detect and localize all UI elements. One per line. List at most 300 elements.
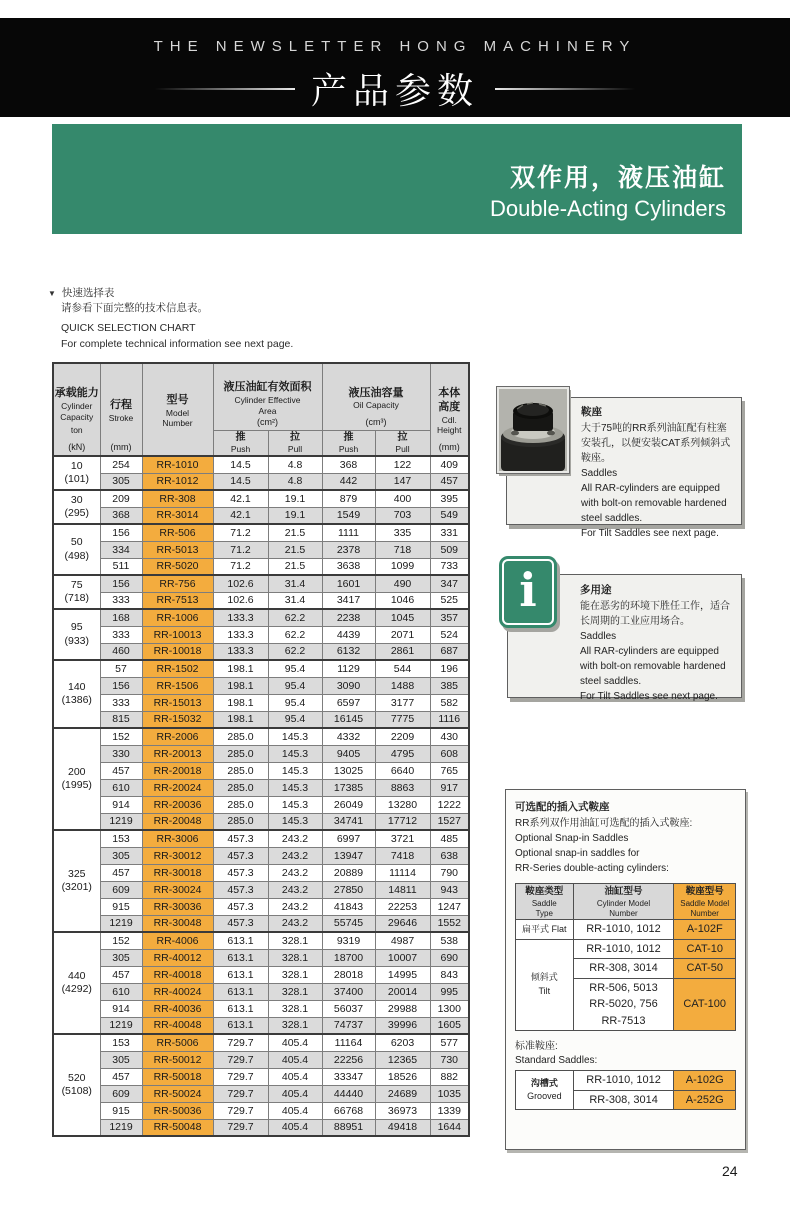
- info-title-en: Saddles: [580, 630, 617, 642]
- height-cell: 196: [430, 660, 469, 677]
- height-cell: 882: [430, 1068, 469, 1085]
- pull-oil-cell: 29988: [375, 1000, 430, 1017]
- pull-oil-cell: 22253: [375, 898, 430, 915]
- push-area-cell: 14.5: [213, 473, 268, 490]
- model-cell: RR-4006: [142, 932, 213, 949]
- model-cell: RR-1506: [142, 677, 213, 694]
- model-cell: RR-3006: [142, 830, 213, 847]
- info-text-zh-2: 长周期的工业应用场合。: [580, 615, 690, 627]
- push-oil-cell: 55745: [322, 915, 375, 932]
- stroke-cell: 457: [100, 966, 142, 983]
- pull-area-cell: 405.4: [268, 1102, 322, 1119]
- table-row: [516, 920, 736, 940]
- pull-area-cell: 405.4: [268, 1051, 322, 1068]
- pull-oil-cell: 2861: [375, 643, 430, 660]
- push-oil-cell: 6597: [322, 694, 375, 711]
- stroke-cell: 1219: [100, 813, 142, 830]
- table-row: [53, 915, 469, 932]
- info-icon: i: [499, 556, 557, 628]
- height-cell: 1116: [430, 711, 469, 728]
- stroke-cell: 914: [100, 796, 142, 813]
- model-cell: RR-1010: [142, 456, 213, 473]
- push-oil-cell: 44440: [322, 1085, 375, 1102]
- pull-oil-cell: 11114: [375, 864, 430, 881]
- stroke-cell: 209: [100, 490, 142, 507]
- height-cell: 765: [430, 762, 469, 779]
- standard-saddles-title-en: Standard Saddles:: [515, 1055, 598, 1067]
- model-cell: RR-40036: [142, 1000, 213, 1017]
- pull-area-cell: 328.1: [268, 1000, 322, 1017]
- pull-area-cell: 243.2: [268, 915, 322, 932]
- push-oil-cell: 1601: [322, 575, 375, 592]
- stroke-cell: 610: [100, 779, 142, 796]
- model-cell: RR-756: [142, 575, 213, 592]
- info-text-zh-1: 能在恶劣的环境下胜任工作，适合: [580, 600, 730, 612]
- info-text-en-4: For Tilt Saddles see next page.: [580, 690, 718, 702]
- push-area-cell: 729.7: [213, 1068, 268, 1085]
- pull-area-cell: 145.3: [268, 745, 322, 762]
- pull-area-cell: 243.2: [268, 847, 322, 864]
- pull-oil-cell: 39996: [375, 1017, 430, 1034]
- subheader-push-area: 推 Push: [213, 430, 268, 456]
- push-oil-cell: 3090: [322, 677, 375, 694]
- height-cell: 509: [430, 541, 469, 558]
- table-row: [53, 490, 469, 507]
- table-row: [53, 779, 469, 796]
- masthead: [0, 18, 790, 117]
- pull-area-cell: 405.4: [268, 1034, 322, 1051]
- pull-oil-cell: 3177: [375, 694, 430, 711]
- push-area-cell: 198.1: [213, 677, 268, 694]
- table-row: [53, 1051, 469, 1068]
- push-oil-cell: 11164: [322, 1034, 375, 1051]
- stroke-cell: 511: [100, 558, 142, 575]
- table-row: [53, 558, 469, 575]
- pull-area-cell: 405.4: [268, 1068, 322, 1085]
- info-title-zh: 多用途: [580, 584, 612, 596]
- quick-selection-table: [52, 362, 470, 1137]
- saddle-type-cell: 倾斜式 Tilt: [516, 939, 574, 1031]
- height-cell: 331: [430, 524, 469, 541]
- pull-oil-cell: 4795: [375, 745, 430, 762]
- model-cell: RR-308: [142, 490, 213, 507]
- saddle-model-cell: A-102G: [674, 1071, 736, 1091]
- model-cell: RR-15032: [142, 711, 213, 728]
- model-cell: RR-20036: [142, 796, 213, 813]
- push-oil-cell: 368: [322, 456, 375, 473]
- push-area-cell: 285.0: [213, 779, 268, 796]
- cylinder-model-cell: RR-308, 3014: [573, 1090, 674, 1110]
- push-area-cell: 285.0: [213, 728, 268, 745]
- stroke-cell: 153: [100, 1034, 142, 1051]
- model-cell: RR-50048: [142, 1119, 213, 1136]
- capacity-cell: 520 (5108): [53, 1034, 100, 1136]
- height-cell: 1527: [430, 813, 469, 830]
- push-area-cell: 285.0: [213, 745, 268, 762]
- model-cell: RR-40048: [142, 1017, 213, 1034]
- cylinder-model-cell: RR-308, 3014: [573, 959, 674, 979]
- table-row: [53, 677, 469, 694]
- snap-title-en: Optional Snap-in Saddles: [515, 832, 629, 844]
- height-cell: 582: [430, 694, 469, 711]
- model-cell: RR-10013: [142, 626, 213, 643]
- push-oil-cell: 4439: [322, 626, 375, 643]
- table-row: [53, 847, 469, 864]
- stroke-cell: 57: [100, 660, 142, 677]
- push-area-cell: 457.3: [213, 881, 268, 898]
- pull-oil-cell: 6640: [375, 762, 430, 779]
- push-oil-cell: 26049: [322, 796, 375, 813]
- table-row: [53, 966, 469, 983]
- height-cell: 577: [430, 1034, 469, 1051]
- height-cell: 687: [430, 643, 469, 660]
- saddle-model-cell: A-252G: [674, 1090, 736, 1110]
- info-text-en-2: with bolt-on removable hardened: [580, 660, 726, 672]
- push-area-cell: 102.6: [213, 575, 268, 592]
- height-cell: 790: [430, 864, 469, 881]
- push-area-cell: 198.1: [213, 660, 268, 677]
- height-cell: 485: [430, 830, 469, 847]
- pull-area-cell: 4.8: [268, 473, 322, 490]
- push-area-cell: 133.3: [213, 643, 268, 660]
- table-row: [53, 728, 469, 745]
- intro-line-en: For complete technical information see next page.: [61, 337, 294, 350]
- height-cell: 943: [430, 881, 469, 898]
- pull-oil-cell: 29646: [375, 915, 430, 932]
- push-area-cell: 729.7: [213, 1085, 268, 1102]
- pull-oil-cell: 13280: [375, 796, 430, 813]
- push-area-cell: 613.1: [213, 1017, 268, 1034]
- pull-oil-cell: 147: [375, 473, 430, 490]
- pull-oil-cell: 2071: [375, 626, 430, 643]
- height-cell: 385: [430, 677, 469, 694]
- pull-oil-cell: 4987: [375, 932, 430, 949]
- push-oil-cell: 9319: [322, 932, 375, 949]
- push-area-cell: 14.5: [213, 456, 268, 473]
- saddle-type-cell: 沟槽式 Grooved: [516, 1071, 574, 1110]
- stroke-cell: 914: [100, 1000, 142, 1017]
- height-cell: 1552: [430, 915, 469, 932]
- table-row: [516, 939, 736, 959]
- stroke-cell: 305: [100, 473, 142, 490]
- stroke-cell: 305: [100, 949, 142, 966]
- snap-line-en-1: Optional snap-in saddles for: [515, 847, 640, 859]
- snap-line-en-2: RR-Series double-acting cylinders:: [515, 862, 669, 874]
- pull-area-cell: 19.1: [268, 507, 322, 524]
- saddles-text-en-1: All RAR-cylinders are equipped: [581, 482, 720, 494]
- height-cell: 409: [430, 456, 469, 473]
- push-oil-cell: 13025: [322, 762, 375, 779]
- table-row: [53, 1068, 469, 1085]
- table-row: [53, 1119, 469, 1136]
- intro-block: [48, 286, 293, 352]
- pull-oil-cell: 10007: [375, 949, 430, 966]
- height-cell: 430: [430, 728, 469, 745]
- pull-oil-cell: 20014: [375, 983, 430, 1000]
- push-oil-cell: 66768: [322, 1102, 375, 1119]
- model-cell: RR-30036: [142, 898, 213, 915]
- push-area-cell: 457.3: [213, 864, 268, 881]
- pull-oil-cell: 17712: [375, 813, 430, 830]
- stroke-cell: 1219: [100, 1017, 142, 1034]
- pull-area-cell: 328.1: [268, 1017, 322, 1034]
- pull-area-cell: 328.1: [268, 966, 322, 983]
- push-area-cell: 729.7: [213, 1102, 268, 1119]
- stroke-cell: 156: [100, 524, 142, 541]
- table-row: [53, 983, 469, 1000]
- table-row: [53, 1085, 469, 1102]
- capacity-cell: 30 (295): [53, 490, 100, 524]
- height-cell: 995: [430, 983, 469, 1000]
- push-oil-cell: 13947: [322, 847, 375, 864]
- pull-area-cell: 21.5: [268, 541, 322, 558]
- saddles-text-en-3: steel saddles.: [581, 512, 643, 524]
- pull-oil-cell: 400: [375, 490, 430, 507]
- section-banner: [52, 124, 742, 234]
- pull-area-cell: 243.2: [268, 898, 322, 915]
- model-cell: RR-2006: [142, 728, 213, 745]
- page-number: 24: [722, 1163, 738, 1179]
- push-area-cell: 133.3: [213, 609, 268, 626]
- snap-header-saddle-model: 鞍座型号 Saddle Model Number: [674, 883, 736, 919]
- cylinder-model-cell: RR-506, 5013 RR-5020, 756 RR-7513: [573, 978, 674, 1031]
- table-row: [53, 881, 469, 898]
- pull-oil-cell: 1099: [375, 558, 430, 575]
- push-oil-cell: 6132: [322, 643, 375, 660]
- saddle-model-cell: CAT-10: [674, 939, 736, 959]
- model-cell: RR-30024: [142, 881, 213, 898]
- col-header-model: 型号 Model Number: [142, 363, 213, 456]
- push-oil-cell: 2238: [322, 609, 375, 626]
- pull-area-cell: 145.3: [268, 779, 322, 796]
- model-cell: RR-1502: [142, 660, 213, 677]
- table-row: [53, 745, 469, 762]
- pull-oil-cell: 36973: [375, 1102, 430, 1119]
- table-row: [53, 609, 469, 626]
- pull-area-cell: 243.2: [268, 881, 322, 898]
- pull-area-cell: 4.8: [268, 456, 322, 473]
- pull-oil-cell: 14811: [375, 881, 430, 898]
- pull-area-cell: 95.4: [268, 677, 322, 694]
- pull-oil-cell: 12365: [375, 1051, 430, 1068]
- pull-area-cell: 243.2: [268, 830, 322, 847]
- pull-area-cell: 19.1: [268, 490, 322, 507]
- push-oil-cell: 33347: [322, 1068, 375, 1085]
- model-cell: RR-3014: [142, 507, 213, 524]
- stroke-cell: 915: [100, 898, 142, 915]
- brand-text: THE NEWSLETTER HONG MACHINERY: [153, 38, 637, 55]
- pull-area-cell: 62.2: [268, 643, 322, 660]
- model-cell: RR-50024: [142, 1085, 213, 1102]
- pull-area-cell: 21.5: [268, 558, 322, 575]
- capacity-cell: 10 (101): [53, 456, 100, 490]
- table-row: [53, 949, 469, 966]
- height-cell: 733: [430, 558, 469, 575]
- saddles-title-zh: 鞍座: [581, 406, 602, 418]
- cylinder-model-cell: RR-1010, 1012: [573, 939, 674, 959]
- decorative-line-right: [495, 88, 635, 90]
- pull-area-cell: 328.1: [268, 949, 322, 966]
- push-area-cell: 42.1: [213, 507, 268, 524]
- height-cell: 457: [430, 473, 469, 490]
- push-oil-cell: 56037: [322, 1000, 375, 1017]
- push-oil-cell: 18700: [322, 949, 375, 966]
- push-oil-cell: 28018: [322, 966, 375, 983]
- pull-oil-cell: 703: [375, 507, 430, 524]
- col-header-effective-area: 液压油缸有效面积 Cylinder Effective Area (cm²): [213, 363, 322, 430]
- table-row: [53, 643, 469, 660]
- snap-line-zh: RR系列双作用油缸可选配的插入式鞍座:: [515, 817, 693, 829]
- col-header-capacity: 承载能力 Cylinder Capacity ton (kN): [53, 363, 100, 456]
- stroke-cell: 156: [100, 575, 142, 592]
- height-cell: 1300: [430, 1000, 469, 1017]
- saddles-text-zh-3: 鞍座。: [581, 452, 611, 464]
- push-oil-cell: 442: [322, 473, 375, 490]
- subheader-push-oil: 推 Push: [322, 430, 375, 456]
- snap-saddle-table: [515, 883, 736, 1031]
- height-cell: 1247: [430, 898, 469, 915]
- capacity-cell: 50 (498): [53, 524, 100, 575]
- stroke-cell: 460: [100, 643, 142, 660]
- pull-area-cell: 145.3: [268, 762, 322, 779]
- height-cell: 538: [430, 932, 469, 949]
- stroke-cell: 153: [100, 830, 142, 847]
- snap-title-zh: 可选配的插入式鞍座: [515, 801, 610, 813]
- table-row: [53, 796, 469, 813]
- push-oil-cell: 16145: [322, 711, 375, 728]
- stroke-cell: 915: [100, 1102, 142, 1119]
- pull-area-cell: 145.3: [268, 728, 322, 745]
- table-row: [53, 1000, 469, 1017]
- model-cell: RR-20048: [142, 813, 213, 830]
- saddles-text-zh-1: 大于75吨的RR系列油缸配有柱塞: [581, 422, 727, 434]
- pull-area-cell: 405.4: [268, 1085, 322, 1102]
- table-row: [53, 864, 469, 881]
- capacity-cell: 75 (718): [53, 575, 100, 609]
- table-row: [53, 626, 469, 643]
- stroke-cell: 254: [100, 456, 142, 473]
- table-row: [53, 575, 469, 592]
- col-header-stroke: 行程 Stroke (mm): [100, 363, 142, 456]
- table-row: [53, 592, 469, 609]
- model-cell: RR-5020: [142, 558, 213, 575]
- push-area-cell: 71.2: [213, 558, 268, 575]
- quick-selection-tbody: [53, 456, 469, 1136]
- table-row: [53, 711, 469, 728]
- push-area-cell: 613.1: [213, 932, 268, 949]
- pull-area-cell: 95.4: [268, 711, 322, 728]
- info-text-en-3: steel saddles.: [580, 675, 642, 687]
- saddles-text-zh-2: 安装孔，以便安装CAT系列倾斜式: [581, 437, 731, 449]
- model-cell: RR-50036: [142, 1102, 213, 1119]
- pull-area-cell: 328.1: [268, 983, 322, 1000]
- push-area-cell: 198.1: [213, 711, 268, 728]
- push-area-cell: 102.6: [213, 592, 268, 609]
- height-cell: 730: [430, 1051, 469, 1068]
- model-cell: RR-20024: [142, 779, 213, 796]
- banner-title-zh: 双作用，液压油缸: [509, 164, 726, 192]
- model-cell: RR-30048: [142, 915, 213, 932]
- push-area-cell: 613.1: [213, 966, 268, 983]
- cylinder-model-cell: RR-1010, 1012: [573, 920, 674, 940]
- model-cell: RR-1006: [142, 609, 213, 626]
- height-cell: 395: [430, 490, 469, 507]
- push-area-cell: 285.0: [213, 813, 268, 830]
- table-row: [53, 813, 469, 830]
- push-oil-cell: 22256: [322, 1051, 375, 1068]
- stroke-cell: 333: [100, 592, 142, 609]
- push-area-cell: 729.7: [213, 1119, 268, 1136]
- capacity-cell: 95 (933): [53, 609, 100, 660]
- pull-oil-cell: 1046: [375, 592, 430, 609]
- standard-saddles-title-zh: 标准鞍座:: [515, 1041, 558, 1053]
- intro-bullet-zh: 快速选择表: [61, 287, 115, 299]
- height-cell: 917: [430, 779, 469, 796]
- saddle-model-cell: A-102F: [674, 920, 736, 940]
- model-cell: RR-40012: [142, 949, 213, 966]
- push-area-cell: 198.1: [213, 694, 268, 711]
- stroke-cell: 156: [100, 677, 142, 694]
- push-oil-cell: 9405: [322, 745, 375, 762]
- push-area-cell: 285.0: [213, 796, 268, 813]
- pull-oil-cell: 3721: [375, 830, 430, 847]
- pull-area-cell: 62.2: [268, 609, 322, 626]
- stroke-cell: 610: [100, 983, 142, 1000]
- push-oil-cell: 1129: [322, 660, 375, 677]
- pull-area-cell: 21.5: [268, 524, 322, 541]
- pull-oil-cell: 18526: [375, 1068, 430, 1085]
- push-oil-cell: 34741: [322, 813, 375, 830]
- stroke-cell: 305: [100, 1051, 142, 1068]
- height-cell: 843: [430, 966, 469, 983]
- snap-header-type: 鞍座类型 Saddle Type: [516, 883, 574, 919]
- triangle-bullet-icon: ▼: [48, 289, 56, 298]
- push-oil-cell: 1549: [322, 507, 375, 524]
- height-cell: 1222: [430, 796, 469, 813]
- pull-area-cell: 95.4: [268, 660, 322, 677]
- info-text-en-1: All RAR-cylinders are equipped: [580, 645, 719, 657]
- capacity-cell: 325 (3201): [53, 830, 100, 932]
- push-oil-cell: 879: [322, 490, 375, 507]
- table-row: [53, 524, 469, 541]
- saddles-text-en-2: with bolt-on removable hardened: [581, 497, 727, 509]
- height-cell: 357: [430, 609, 469, 626]
- table-row: [53, 1034, 469, 1051]
- subheader-pull-oil: 拉 Pull: [375, 430, 430, 456]
- stroke-cell: 457: [100, 762, 142, 779]
- stroke-cell: 1219: [100, 1119, 142, 1136]
- stroke-cell: 305: [100, 847, 142, 864]
- standard-saddle-table: [515, 1070, 736, 1110]
- model-cell: RR-20013: [142, 745, 213, 762]
- height-cell: 608: [430, 745, 469, 762]
- stroke-cell: 333: [100, 694, 142, 711]
- table-row: [516, 1071, 736, 1091]
- subheader-pull-area: 拉 Pull: [268, 430, 322, 456]
- pull-oil-cell: 7418: [375, 847, 430, 864]
- saddles-title-en: Saddles: [581, 467, 618, 479]
- push-oil-cell: 3417: [322, 592, 375, 609]
- stroke-cell: 152: [100, 728, 142, 745]
- banner-title-en: Double-Acting Cylinders: [490, 196, 726, 221]
- pull-area-cell: 405.4: [268, 1119, 322, 1136]
- pull-area-cell: 62.2: [268, 626, 322, 643]
- push-area-cell: 71.2: [213, 524, 268, 541]
- pull-oil-cell: 490: [375, 575, 430, 592]
- model-cell: RR-40024: [142, 983, 213, 1000]
- height-cell: 1339: [430, 1102, 469, 1119]
- push-oil-cell: 27850: [322, 881, 375, 898]
